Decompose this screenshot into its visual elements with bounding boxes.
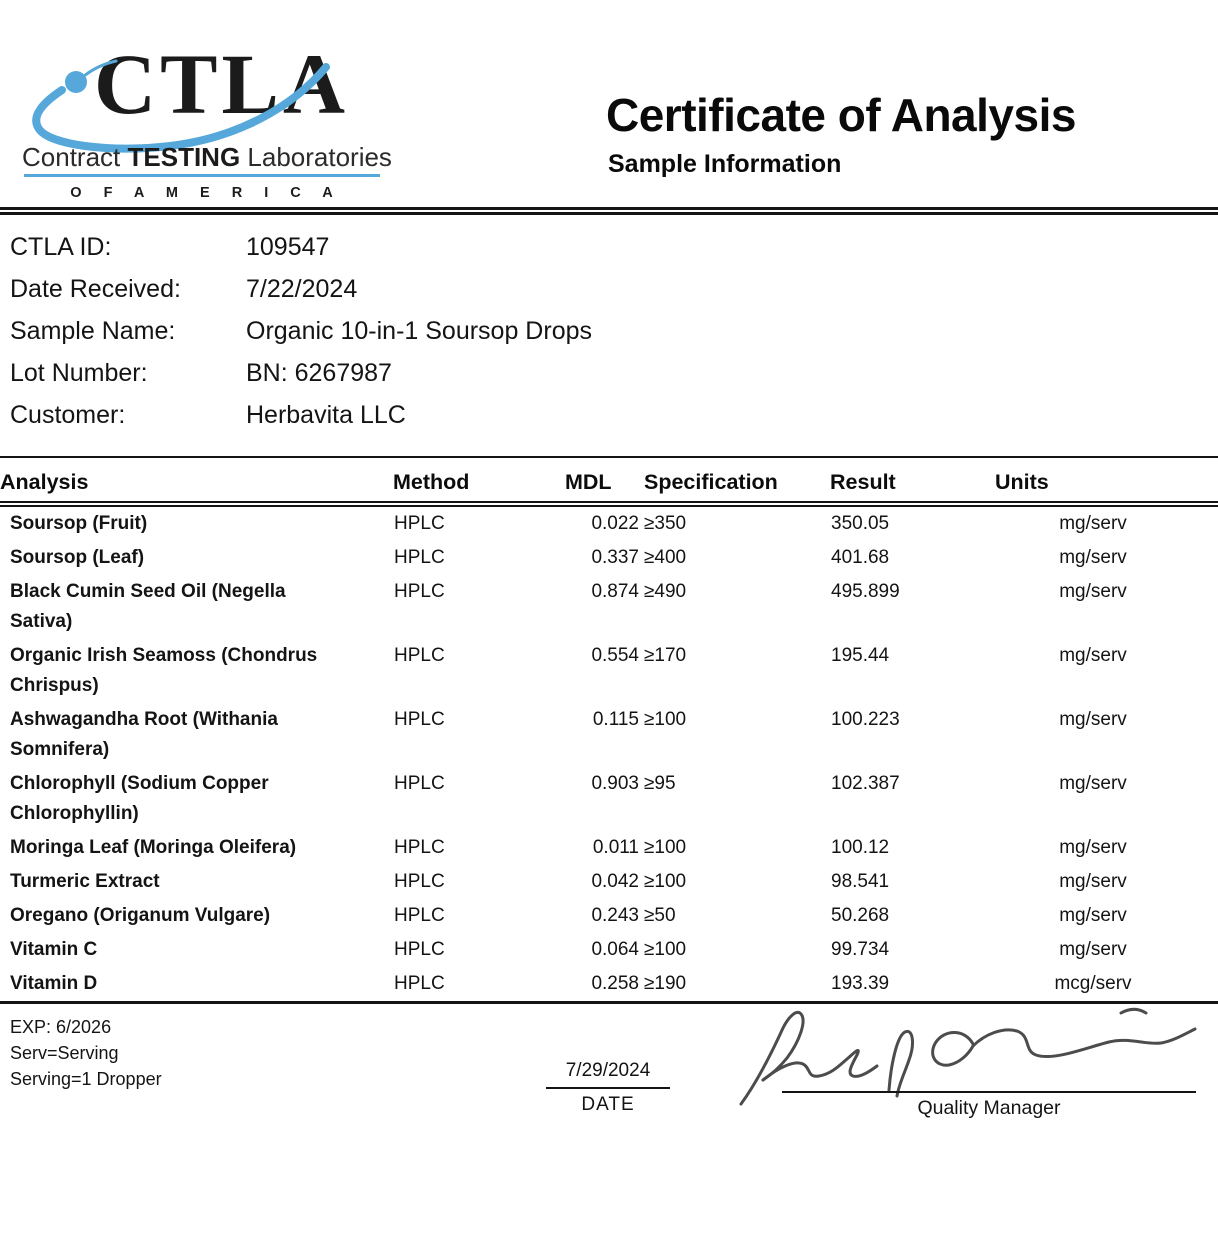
sample-info-row [10,275,592,317]
column-header-analysis: Analysis [0,457,393,504]
analysis-name: Chlorophyll (Sodium Copper Chlorophyllin) [10,773,269,824]
field-label: Lot Number: [10,359,148,387]
result-value: 100.223 [831,709,900,730]
analysis-table-body [0,504,1218,1003]
sample-info-row [10,317,592,359]
field-label: Sample Name: [10,317,176,345]
column-header-specification: Specification [640,457,830,504]
date-value: 7/29/2024 [565,1060,651,1081]
specification-value: ≥400 [644,547,687,568]
analysis-name: Turmeric Extract [10,871,160,892]
spacer-cell [1191,504,1218,541]
units-value: mg/serv [1059,581,1127,602]
method-value: HPLC [394,871,445,892]
table-row [0,767,1218,831]
mdl-value: 0.115 [592,709,639,730]
spacer-cell [1191,899,1218,933]
specification-value: ≥100 [644,939,687,960]
logo-acronym: CTLA [94,36,349,132]
method-value: HPLC [394,773,445,794]
ctla-logo [20,36,392,208]
field-value: 109547 [246,233,330,261]
units-value: mg/serv [1059,547,1127,568]
specification-value: ≥170 [644,645,687,666]
units-value: mg/serv [1059,645,1127,666]
mdl-value: 0.022 [591,513,639,534]
footer-notes [10,1014,162,1092]
spacer-cell [1191,703,1218,767]
result-value: 350.05 [831,513,890,534]
specification-value: ≥95 [644,773,676,794]
method-value: HPLC [394,581,445,602]
result-value: 99.734 [831,939,890,960]
spacer-cell [1191,575,1218,639]
sample-info-row [10,401,592,443]
method-value: HPLC [394,837,445,858]
analysis-name: Oregano (Origanum Vulgare) [10,905,271,926]
field-label: Customer: [10,401,126,429]
table-row [0,541,1218,575]
date-label: DATE [546,1087,670,1116]
result-value: 195.44 [831,645,890,666]
units-value: mg/serv [1059,709,1127,730]
column-header-units: Units [995,457,1191,504]
mdl-value: 0.337 [591,547,639,568]
table-row [0,899,1218,933]
analysis-name: Black Cumin Seed Oil (Negella Sativa) [10,581,286,632]
specification-value: ≥490 [644,581,687,602]
table-row [0,703,1218,767]
spacer-cell [1191,967,1218,1003]
units-value: mg/serv [1059,513,1127,534]
units-value: mg/serv [1059,939,1127,960]
logo-of-america: O F A M E R I C A [70,185,342,201]
mdl-value: 0.011 [592,837,639,858]
method-value: HPLC [394,905,445,926]
header-divider [0,207,1218,215]
field-label: CTLA ID: [10,233,112,261]
spacer-cell [1191,767,1218,831]
field-value: Organic 10-in-1 Soursop Drops [246,317,592,345]
page-subtitle: Sample Information [608,150,842,178]
specification-value: ≥190 [644,973,687,994]
specification-value: ≥100 [644,837,687,858]
result-value: 401.68 [831,547,890,568]
result-value: 50.268 [831,905,890,926]
sample-info-row [10,359,592,401]
column-header-method: Method [393,457,565,504]
method-value: HPLC [394,973,445,994]
table-row [0,575,1218,639]
units-value: mg/serv [1059,773,1127,794]
spacer-cell [1191,457,1218,504]
signature-role: Quality Manager [917,1097,1061,1119]
units-value: mg/serv [1059,837,1127,858]
date-block [546,1060,670,1116]
signature-block [782,1006,1196,1146]
table-header-row [0,457,1218,504]
column-header-result: Result [830,457,995,504]
mdl-value: 0.042 [591,871,639,892]
table-row [0,504,1218,541]
serving-note: Serving=1 Dropper [10,1069,162,1089]
method-value: HPLC [394,939,445,960]
analysis-name: Ashwagandha Root (Withania Somnifera) [10,709,278,760]
table-row [0,831,1218,865]
mdl-value: 0.554 [591,645,639,666]
mdl-value: 0.243 [591,905,639,926]
analysis-table [0,456,1218,1004]
mdl-value: 0.064 [591,939,639,960]
field-value: Herbavita LLC [246,401,406,429]
result-value: 102.387 [831,773,900,794]
analysis-name: Vitamin D [10,973,98,994]
column-header-mdl: MDL [565,457,640,504]
method-value: HPLC [394,645,445,666]
result-value: 495.899 [831,581,900,602]
spacer-cell [1191,541,1218,575]
sample-info-row [10,233,592,275]
serv-note: Serv=Serving [10,1043,119,1063]
logo-company-prefix: Contract [22,142,128,172]
specification-value: ≥100 [644,709,687,730]
mdl-value: 0.258 [591,973,639,994]
analysis-name: Organic Irish Seamoss (Chondrus Chrispus) [10,645,318,696]
result-value: 193.39 [831,973,890,994]
spacer-cell [1191,831,1218,865]
method-value: HPLC [394,547,445,568]
result-value: 98.541 [831,871,890,892]
units-value: mg/serv [1059,905,1127,926]
sample-info-section [10,233,592,443]
spacer-cell [1191,865,1218,899]
page-title: Certificate of Analysis [606,89,1076,141]
method-value: HPLC [394,709,445,730]
specification-value: ≥50 [644,905,676,926]
result-value: 100.12 [831,837,890,858]
table-row [0,865,1218,899]
field-label: Date Received: [10,275,181,303]
units-value: mg/serv [1059,871,1127,892]
analysis-name: Vitamin C [10,939,98,960]
exp-note: EXP: 6/2026 [10,1017,112,1037]
field-value: 7/22/2024 [246,275,358,303]
analysis-name: Moringa Leaf (Moringa Oleifera) [10,837,297,858]
table-row [0,967,1218,1003]
method-value: HPLC [394,513,445,534]
mdl-value: 0.903 [591,773,639,794]
logo-company-suffix: Laboratories [240,142,392,172]
spacer-cell [1191,639,1218,703]
specification-value: ≥100 [644,871,687,892]
specification-value: ≥350 [644,513,687,534]
logo-company-bold: TESTING [127,142,241,172]
field-value: BN: 6267987 [246,359,392,387]
signature-line [782,1091,1196,1093]
logo-company-name [22,142,392,173]
spacer-cell [1191,933,1218,967]
analysis-name: Soursop (Fruit) [10,513,148,534]
logo-underline [24,174,380,177]
units-value: mcg/serv [1054,973,1132,994]
mdl-value: 0.874 [591,581,639,602]
analysis-name: Soursop (Leaf) [10,547,145,568]
table-row [0,639,1218,703]
table-row [0,933,1218,967]
